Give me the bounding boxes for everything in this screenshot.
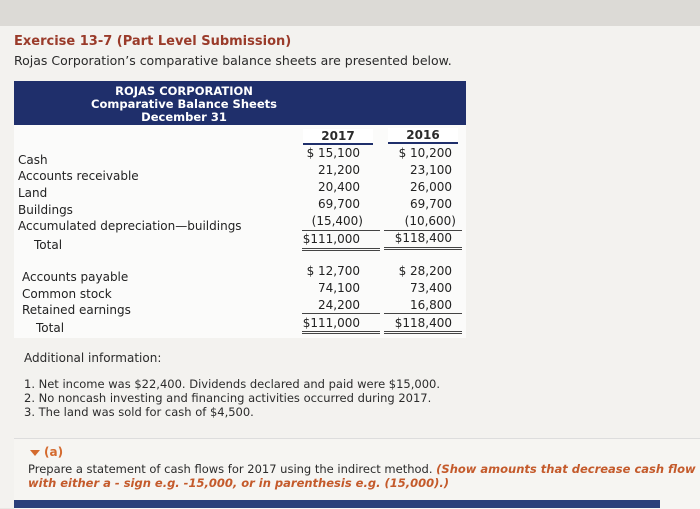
part-a-hint-line2: with either a - sign e.g. -15,000, or in parenthesis e.g. (15,000).) bbox=[28, 476, 449, 490]
additional-info-item-1: 1. Net income was $22,400. Dividends declared and paid were $15,000. bbox=[24, 377, 441, 391]
top-band bbox=[0, 0, 700, 27]
common-stock-2017: 74,100 bbox=[318, 281, 360, 295]
additional-info-item-3: 3. The land was sold for cash of $4,500. bbox=[24, 405, 254, 419]
bottom-bar bbox=[14, 500, 660, 508]
accum-dep-2016: (10,600) bbox=[404, 214, 456, 228]
accum-dep-2017: (15,400) bbox=[311, 214, 363, 228]
row-label-assets-total: Total bbox=[34, 238, 63, 252]
land-2016: 26,000 bbox=[410, 180, 452, 194]
buildings-2017: 69,700 bbox=[318, 197, 360, 211]
double-underline-liab-2017-b bbox=[302, 333, 380, 334]
ar-2017: 21,200 bbox=[318, 163, 360, 177]
double-underline-assets-2017-b bbox=[302, 250, 380, 251]
row-label-buildings: Buildings bbox=[18, 203, 73, 217]
row-label-land: Land bbox=[18, 186, 48, 200]
row-label-accounts-receivable: Accounts receivable bbox=[18, 169, 139, 183]
part-a-toggle[interactable] bbox=[30, 445, 63, 459]
double-underline-liab-2017-a bbox=[302, 331, 380, 332]
double-underline-assets-2016-b bbox=[384, 249, 462, 250]
statement-date: December 31 bbox=[141, 110, 227, 124]
underline-assets-2017 bbox=[302, 230, 380, 231]
row-label-accounts-payable: Accounts payable bbox=[22, 270, 129, 284]
exercise-subtitle: Rojas Corporation’s comparative balance sheets are presented below. bbox=[14, 53, 452, 68]
ap-2017: $ 12,700 bbox=[306, 264, 360, 278]
assets-total-2017: $111,000 bbox=[302, 232, 360, 246]
assets-total-2016: $118,400 bbox=[394, 231, 452, 245]
row-label-common-stock: Common stock bbox=[22, 287, 112, 301]
part-a-prompt-text: Prepare a statement of cash flows for 2017 using the indirect method. bbox=[28, 462, 433, 476]
company-name: ROJAS CORPORATION bbox=[115, 84, 253, 98]
common-stock-2016: 73,400 bbox=[410, 281, 452, 295]
part-a-prompt bbox=[28, 462, 698, 490]
underline-liab-2016 bbox=[384, 313, 462, 314]
liab-total-2016: $118,400 bbox=[394, 316, 452, 330]
part-a-label: (a) bbox=[44, 445, 64, 459]
retained-earnings-2016: 16,800 bbox=[410, 298, 452, 312]
part-a-hint-line1: (Show amounts that decrease cash flow bbox=[436, 462, 696, 476]
liab-total-2017: $111,000 bbox=[302, 316, 360, 330]
row-label-liab-total: Total bbox=[36, 321, 65, 335]
year-header-2016: 2016 bbox=[388, 128, 458, 144]
ar-2016: 23,100 bbox=[410, 163, 452, 177]
land-2017: 20,400 bbox=[318, 180, 360, 194]
row-label-retained-earnings: Retained earnings bbox=[22, 303, 131, 317]
cash-2017: $ 15,100 bbox=[306, 146, 360, 160]
additional-info-item-2: 2. No noncash investing and financing activities occurred during 2017. bbox=[24, 391, 432, 405]
double-underline-liab-2016-b bbox=[384, 333, 462, 334]
statement-name: Comparative Balance Sheets bbox=[91, 97, 277, 111]
retained-earnings-2017: 24,200 bbox=[318, 298, 360, 312]
underline-liab-2017 bbox=[302, 313, 380, 314]
cash-2016: $ 10,200 bbox=[398, 146, 452, 160]
ap-2016: $ 28,200 bbox=[398, 264, 452, 278]
buildings-2016: 69,700 bbox=[410, 197, 452, 211]
additional-info-title: Additional information: bbox=[24, 351, 162, 365]
chevron-down-icon bbox=[30, 450, 40, 456]
double-underline-assets-2017-a bbox=[302, 248, 380, 249]
balance-sheet-header bbox=[14, 81, 466, 125]
double-underline-liab-2016-a bbox=[384, 331, 462, 332]
row-label-cash: Cash bbox=[18, 153, 48, 167]
double-underline-assets-2016-a bbox=[384, 247, 462, 248]
row-label-accumulated-depreciation: Accumulated depreciation—buildings bbox=[18, 219, 242, 233]
year-header-2017: 2017 bbox=[303, 129, 373, 145]
exercise-title: Exercise 13-7 (Part Level Submission) bbox=[14, 34, 292, 49]
